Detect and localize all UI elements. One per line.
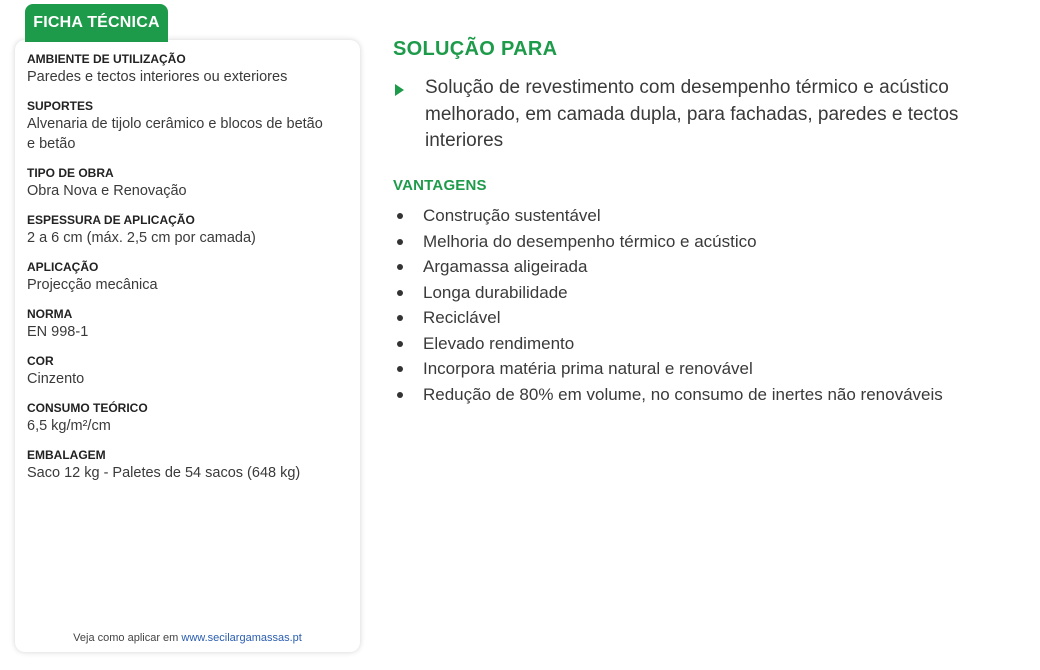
solution-heading: SOLUÇÃO PARA [393,38,558,60]
triangle-bullet-icon [395,84,404,96]
spec-cor [27,354,347,389]
list-item [393,331,1033,357]
spec-embalagem [27,448,347,483]
advantage-text: Longa durabilidade [423,282,568,302]
advantages-heading: VANTAGENS [393,176,487,194]
spec-label: ESPESSURA DE APLICAÇÃO [27,213,195,227]
bullet-icon [397,315,403,321]
solution-text: Solução de revestimento com desempenho térmico e acústico melhorado, em camada dupla, para fachadas, paredes e tectos interiores [425,77,959,151]
bullet-icon [397,392,403,398]
spec-espessura [27,213,347,248]
solution-item [393,75,1033,155]
footer-text: Veja como aplicar em [73,632,182,644]
spec-label: COR [27,354,54,368]
spec-value: Projecção mecânica [27,277,158,293]
spec-aplicacao [27,260,347,295]
technical-sheet-panel [15,40,360,652]
spec-value: Paredes e tectos interiores ou exteriores [27,69,288,85]
spec-value: Cinzento [27,371,85,387]
list-item [393,382,1033,408]
list-item [393,306,1033,332]
list-item [393,229,1033,255]
spec-norma [27,307,347,342]
list-item [393,357,1033,383]
spec-value: 6,5 kg/m²/cm [27,418,111,434]
advantage-text: Elevado rendimento [423,333,575,353]
bullet-icon [397,239,403,245]
list-item [393,204,1033,230]
spec-value: Alvenaria de tijolo cerâmico e blocos de betão e betão [27,116,323,152]
spec-consumo [27,401,347,436]
advantage-text: Argamassa aligeirada [423,257,588,277]
advantage-text: Reciclável [423,308,501,328]
spec-label: EMBALAGEM [27,448,106,462]
advantage-text: Incorpora matéria prima natural e renovável [423,359,753,379]
advantage-text: Construção sustentável [423,206,601,226]
tab-label: FICHA TÉCNICA [33,14,160,31]
footer-note [15,632,360,644]
advantage-text: Melhoria do desempenho térmico e acústico [423,231,757,251]
spec-label: APLICAÇÃO [27,260,99,274]
bullet-icon [397,290,403,296]
tab-ficha-tecnica [25,4,168,42]
spec-value: Saco 12 kg - Paletes de 54 sacos (648 kg) [27,465,301,481]
bullet-icon [397,213,403,219]
advantage-text: Redução de 80% em volume, no consumo de inertes não renováveis [423,384,943,404]
spec-suportes [27,99,347,154]
spec-label: SUPORTES [27,99,94,113]
spec-list [27,52,347,495]
main-content [393,38,1033,408]
bullet-icon [397,264,403,270]
website-link[interactable]: www.secilargamassas.pt [181,632,302,644]
list-item [393,255,1033,281]
spec-value: Obra Nova e Renovação [27,183,187,199]
bullet-icon [397,366,403,372]
spec-label: CONSUMO TEÓRICO [27,401,148,415]
list-item [393,280,1033,306]
spec-label: TIPO DE OBRA [27,166,114,180]
spec-tipo-obra [27,166,347,201]
spec-ambiente [27,52,347,87]
spec-value: 2 a 6 cm (máx. 2,5 cm por camada) [27,230,256,246]
advantages-list [393,204,1033,408]
spec-label: NORMA [27,307,73,321]
spec-value: EN 998-1 [27,324,89,340]
spec-label: AMBIENTE DE UTILIZAÇÃO [27,52,186,66]
bullet-icon [397,341,403,347]
